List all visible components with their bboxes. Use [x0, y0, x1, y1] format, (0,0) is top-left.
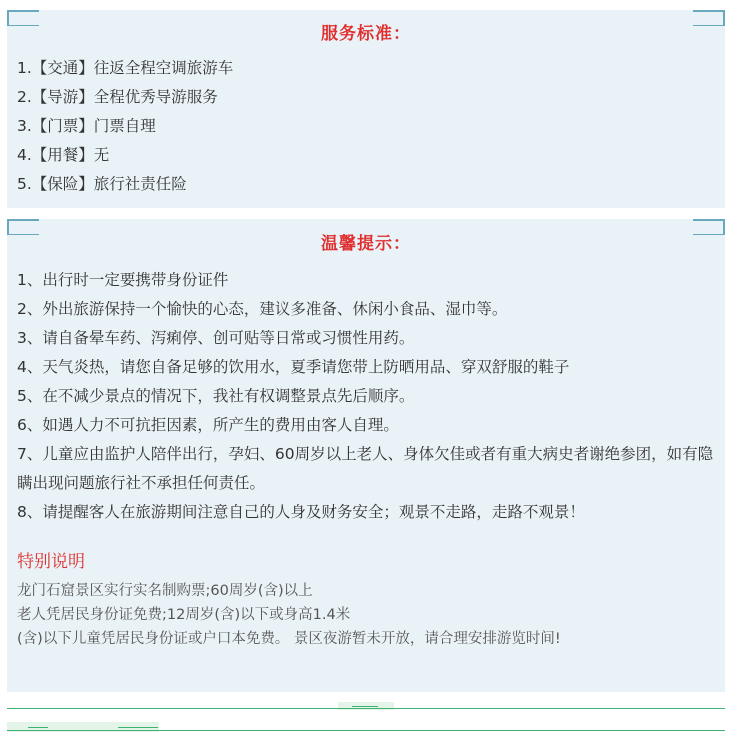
service-item-tickets: 3.【门票】门票自理	[17, 117, 156, 135]
service-item-insurance: 5.【保险】旅行社责任险	[17, 175, 187, 193]
special-notice	[17, 551, 719, 651]
tip-item: 4、天气炎热，请您自备足够的饮用水，夏季请您带上防晒用品、穿双舒服的鞋子	[17, 358, 570, 376]
special-notice-line: 老人凭居民身份证免费;12周岁(含)以下或身高1.4米	[17, 607, 351, 623]
service-standard-list	[17, 58, 719, 203]
tip-item: 2、外出旅游保持一个愉快的心态，建议多准备、休闲小食品、湿巾等。	[17, 300, 508, 318]
travel-tips-list	[17, 266, 719, 527]
divider-dash	[352, 706, 378, 707]
divider-dash	[118, 727, 158, 728]
tip-item: 3、请自备晕车药、泻痢停、创可贴等日常或习惯性用药。	[17, 329, 415, 347]
tip-item: 5、在不减少景点的情况下，我社有权调整景点先后顺序。	[17, 387, 415, 405]
travel-tips-title: 温馨提示：	[321, 234, 411, 254]
section-divider	[7, 730, 725, 731]
section-divider	[7, 708, 725, 709]
service-item-meals: 4.【用餐】无	[17, 146, 110, 164]
travel-tips-panel	[7, 219, 725, 692]
special-notice-line: 龙门石窟景区实行实名制购票;60周岁(含)以上	[17, 583, 313, 599]
tip-item: 7、儿童应由监护人陪伴出行，孕妇、60周岁以上老人、身体欠佳或者有重大病史者谢绝参团，如有隐瞒出现问题旅行社不承担任何责任。	[17, 445, 714, 492]
divider-dash	[28, 727, 48, 728]
tip-item: 6、如遇人力不可抗拒因素，所产生的费用由客人自理。	[17, 416, 399, 434]
service-standard-panel	[7, 10, 725, 208]
service-item-transport: 1.【交通】往返全程空调旅游车	[17, 59, 234, 77]
service-item-guide: 2.【导游】全程优秀导游服务	[17, 88, 218, 106]
tip-item: 1、出行时一定要携带身份证件	[17, 271, 229, 289]
special-notice-line: (含)以下儿童凭居民身份证或户口本免费。 景区夜游暂未开放，请合理安排游览时间!	[17, 631, 561, 647]
tip-item: 8、请提醒客人在旅游期间注意自己的人身及财务安全；观景不走路，走路不观景！	[17, 503, 585, 521]
service-standard-title: 服务标准：	[321, 24, 411, 44]
special-notice-title: 特别说明	[17, 552, 85, 572]
